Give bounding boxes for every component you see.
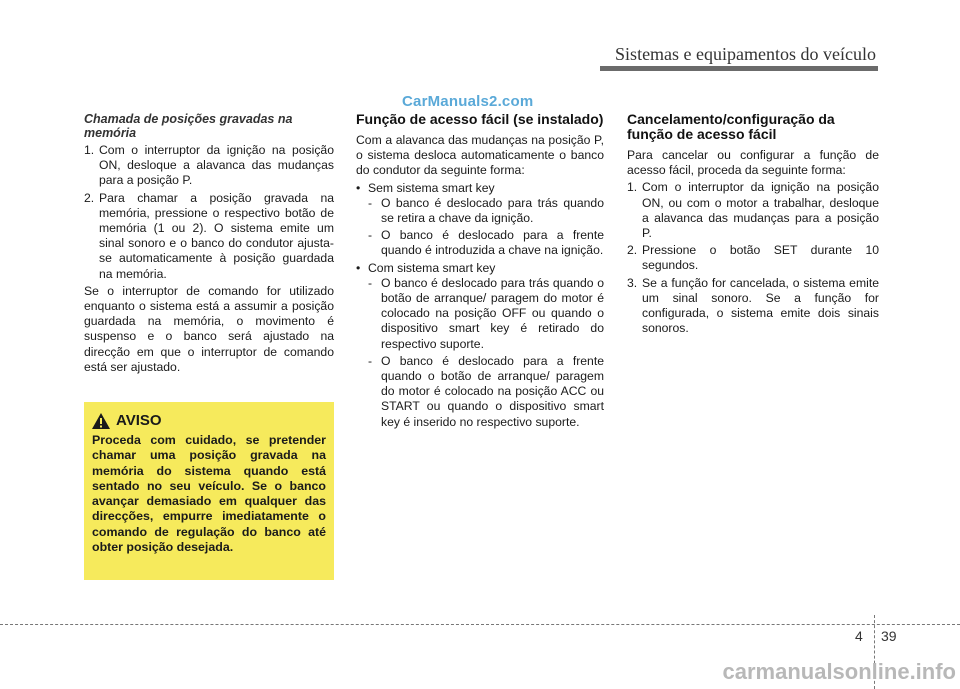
cancel-config-intro: Para cancelar ou configurar a função de acesso fácil, proceda da seguinte forma: (627, 148, 879, 178)
easy-access-heading: Função de acesso fácil (se instalado) (356, 111, 604, 127)
list-item (84, 143, 334, 189)
list-item (368, 228, 604, 258)
footer-divider (0, 624, 960, 625)
list-item (627, 180, 879, 241)
dash-text: O banco é deslocado para trás quando se retira a chave da ignição. (381, 195, 604, 226)
chapter-number: 4 (855, 628, 863, 644)
watermark-link[interactable]: CarManuals2.com (402, 93, 534, 110)
cancel-config-heading: Cancelamento/configuração da função de acesso fácil (627, 111, 835, 142)
bullet-dot: • (356, 260, 361, 275)
step-text: Pressione o botão SET durante 10 segundos. (642, 243, 879, 273)
header-rule (600, 66, 878, 71)
warning-text: Proceda com cuidado, se pretender chamar uma posição gravada na memória do sistema quando está sentado no seu veículo. Se o banco avançar demasiado em qualquer das direcções, empurre imediatamente o comando de regulação do banco até obter posição desejada. (92, 433, 326, 555)
page-number: 39 (881, 628, 897, 644)
memory-recall-heading: Chamada de posições gravadas na memória (84, 112, 293, 140)
step-number: 2. (84, 190, 95, 205)
step-number: 1. (84, 143, 95, 157)
section-title: Sistemas e equipamentos do veículo (615, 44, 876, 64)
column-easy-access (356, 112, 604, 432)
bullet-text: Com sistema smart key (368, 260, 496, 275)
list-item (356, 181, 604, 196)
step-text: Para chamar a posição gravada na memória, pressione o respectivo botão de memória (1 ou 2). O sistema emite um sinal sonoro e o banco do condutor ajusta-se automaticamente à posição guardada na memória. (99, 190, 334, 281)
memory-recall-paragraph: Se o interruptor de comando for utilizado enquanto o sistema está a assumir a posição guardada na memória, o movimento é suspenso e o banco será ajustado na direcção em que o interruptor de comando está ser ajustado. (84, 283, 334, 374)
step-number: 3. (627, 275, 638, 290)
list-item (84, 191, 334, 282)
column-memory-recall (84, 112, 334, 375)
easy-access-intro: Com a alavanca das mudanças na posição P, o sistema desloca automaticamente o banco do condutor da seguinte forma: (356, 133, 604, 178)
list-item (356, 261, 604, 276)
warning-triangle-icon (92, 413, 110, 429)
step-number: 2. (627, 243, 638, 258)
dash-text: O banco é deslocado para trás quando o botão de arranque/ paragem do motor é colocado na posição OFF ou quando o dispositivo smart key é retirado do respectivo suporte. (381, 275, 604, 351)
step-number: 1. (627, 180, 638, 195)
watermark-footer-link[interactable]: carmanualsonline.info (722, 659, 956, 684)
list-item (627, 243, 879, 273)
dash-mark: - (368, 228, 373, 243)
list-item (627, 276, 879, 337)
list-item (368, 196, 604, 226)
warning-box (84, 402, 334, 580)
bullet-text: Sem sistema smart key (368, 180, 495, 195)
warning-title: AVISO (116, 412, 162, 429)
dash-mark: - (368, 353, 373, 368)
step-text: Se a função for cancelada, o sistema emite um sinal sonoro. Se a função for configurada, o sistema emite dois sinais sonoros. (642, 275, 879, 336)
step-text: Com o interruptor da ignição na posição ON, desloque a alavanca das mudanças para a posição P. (99, 143, 334, 188)
bullet-dot: • (356, 180, 361, 195)
dash-mark: - (368, 275, 373, 290)
warning-header (92, 412, 326, 429)
list-item (368, 354, 604, 430)
column-cancel-config (627, 112, 879, 338)
dash-text: O banco é deslocado para a frente quando o botão de arranque/ paragem do motor é colocado na posição ACC ou START ou quando o dispositivo smart key é inserido no respectivo suporte. (381, 353, 604, 429)
dash-mark: - (368, 195, 373, 210)
list-item (368, 276, 604, 352)
step-text: Com o interruptor da ignição na posição ON, ou com o motor a trabalhar, desloque a alavanca das mudanças para a posição P. (642, 180, 879, 241)
dash-text: O banco é deslocado para a frente quando é introduzida a chave na ignição. (381, 228, 604, 258)
